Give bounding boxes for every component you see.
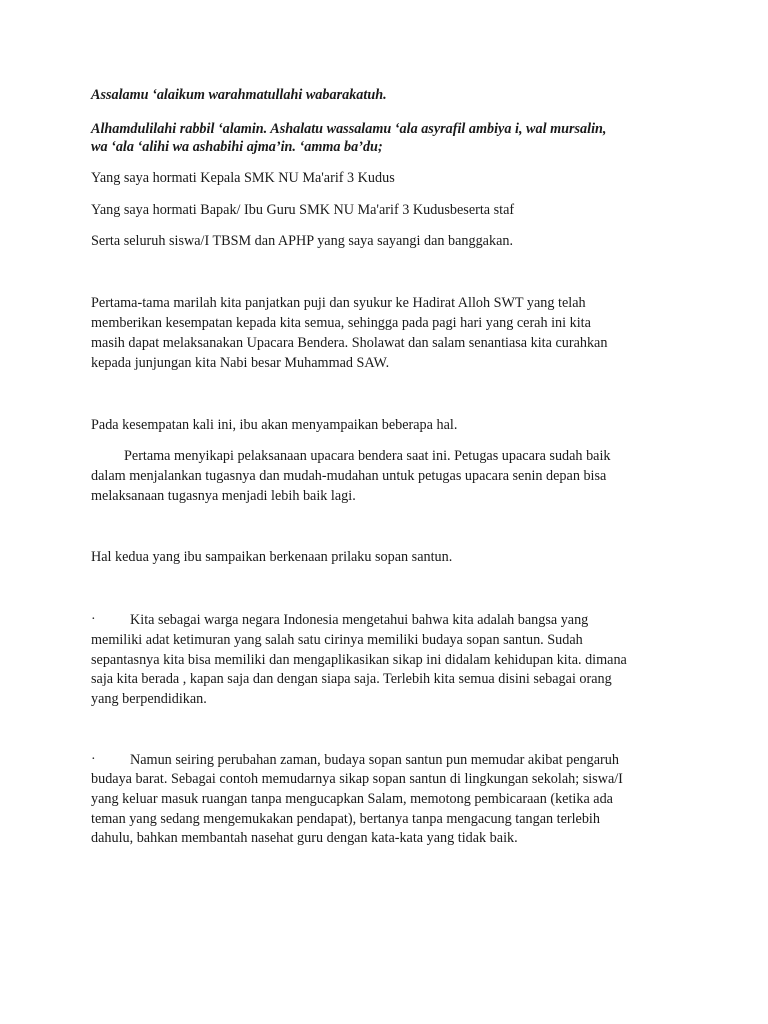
salutation-students: Serta seluruh siswa/I TBSM dan APHP yang saya sayangi dan banggakan.	[91, 233, 514, 249]
bullet2-line-5: dahulu, bahkan membantah nasehat guru dengan kata-kata yang tidak baik.	[91, 830, 518, 846]
intro-line: Pada kesempatan kali ini, ibu akan menyampaikan beberapa hal.	[91, 417, 458, 433]
bullet-marker-1: ·	[91, 612, 96, 627]
bullet1-line-2: memiliki adat ketimuran yang salah satu cirinya memiliki budaya sopan santun. Sudah	[91, 632, 583, 648]
bullet2-line-2: budaya barat. Sebagai contoh memudarnya sikap sopan santun di lingkungan sekolah; siswa/I	[91, 771, 623, 787]
point2-intro-line: Hal kedua yang ibu sampaikan berkenaan prilaku sopan santun.	[91, 549, 453, 565]
bullet2-line-3: yang keluar masuk ruangan tanpa mengucapkan Salam, memotong pembicaraan (ketika ada	[91, 791, 613, 807]
greeting-line-1: Assalamu ‘alaikum warahmatullahi wabarakatuh.	[91, 87, 387, 103]
greeting-line-2: Alhamdulilahi rabbil ‘alamin. Ashalatu wassalamu ‘ala asyrafil ambiya i, wal mursalin,	[91, 121, 607, 137]
point1-line-2: dalam menjalankan tugasnya dan mudah-mudahan untuk petugas upacara senin depan bisa	[91, 468, 607, 484]
opening-line-2: memberikan kesempatan kepada kita semua, sehingga pada pagi hari yang cerah ini kita	[91, 315, 591, 331]
point1-line-1: Pertama menyikapi pelaksanaan upacara bendera saat ini. Petugas upacara sudah baik	[124, 448, 611, 464]
greeting-line-3: wa ‘ala ‘alihi wa ashabihi ajma’in. ‘amma ba’du;	[91, 139, 383, 155]
point1-line-3: melaksanaan tugasnya menjadi lebih baik lagi.	[91, 488, 356, 504]
opening-line-4: kepada junjungan kita Nabi besar Muhammad SAW.	[91, 355, 390, 371]
bullet1-line-3: sepantasnya kita bisa memiliki dan mengaplikasikan sikap ini didalam kehidupan kita. dimana	[91, 652, 627, 668]
opening-line-1: Pertama-tama marilah kita panjatkan puji dan syukur ke Hadirat Alloh SWT yang telah	[91, 295, 586, 311]
bullet1-line-1: Kita sebagai warga negara Indonesia mengetahui bahwa kita adalah bangsa yang	[130, 612, 589, 628]
salutation-teachers: Yang saya hormati Bapak/ Ibu Guru SMK NU Ma'arif 3 Kudusbeserta staf	[91, 202, 515, 218]
bullet2-line-1: Namun seiring perubahan zaman, budaya sopan santun pun memudar akibat pengaruh	[130, 752, 619, 768]
bullet-marker-2: ·	[91, 752, 96, 767]
bullet1-line-4: saja kita berada , kapan saja dan dengan siapa saja. Terlebih kita semua disini sebagai orang	[91, 671, 612, 687]
salutation-principal: Yang saya hormati Kepala SMK NU Ma'arif 3 Kudus	[91, 170, 395, 186]
bullet2-line-4: teman yang sedang mengemukakan pendapat), bertanya tanpa mengacung tangan terlebih	[91, 811, 600, 827]
bullet1-line-5: yang berpendidikan.	[91, 691, 207, 707]
opening-line-3: masih dapat melaksanakan Upacara Bendera. Sholawat dan salam senantiasa kita curahkan	[91, 335, 608, 351]
